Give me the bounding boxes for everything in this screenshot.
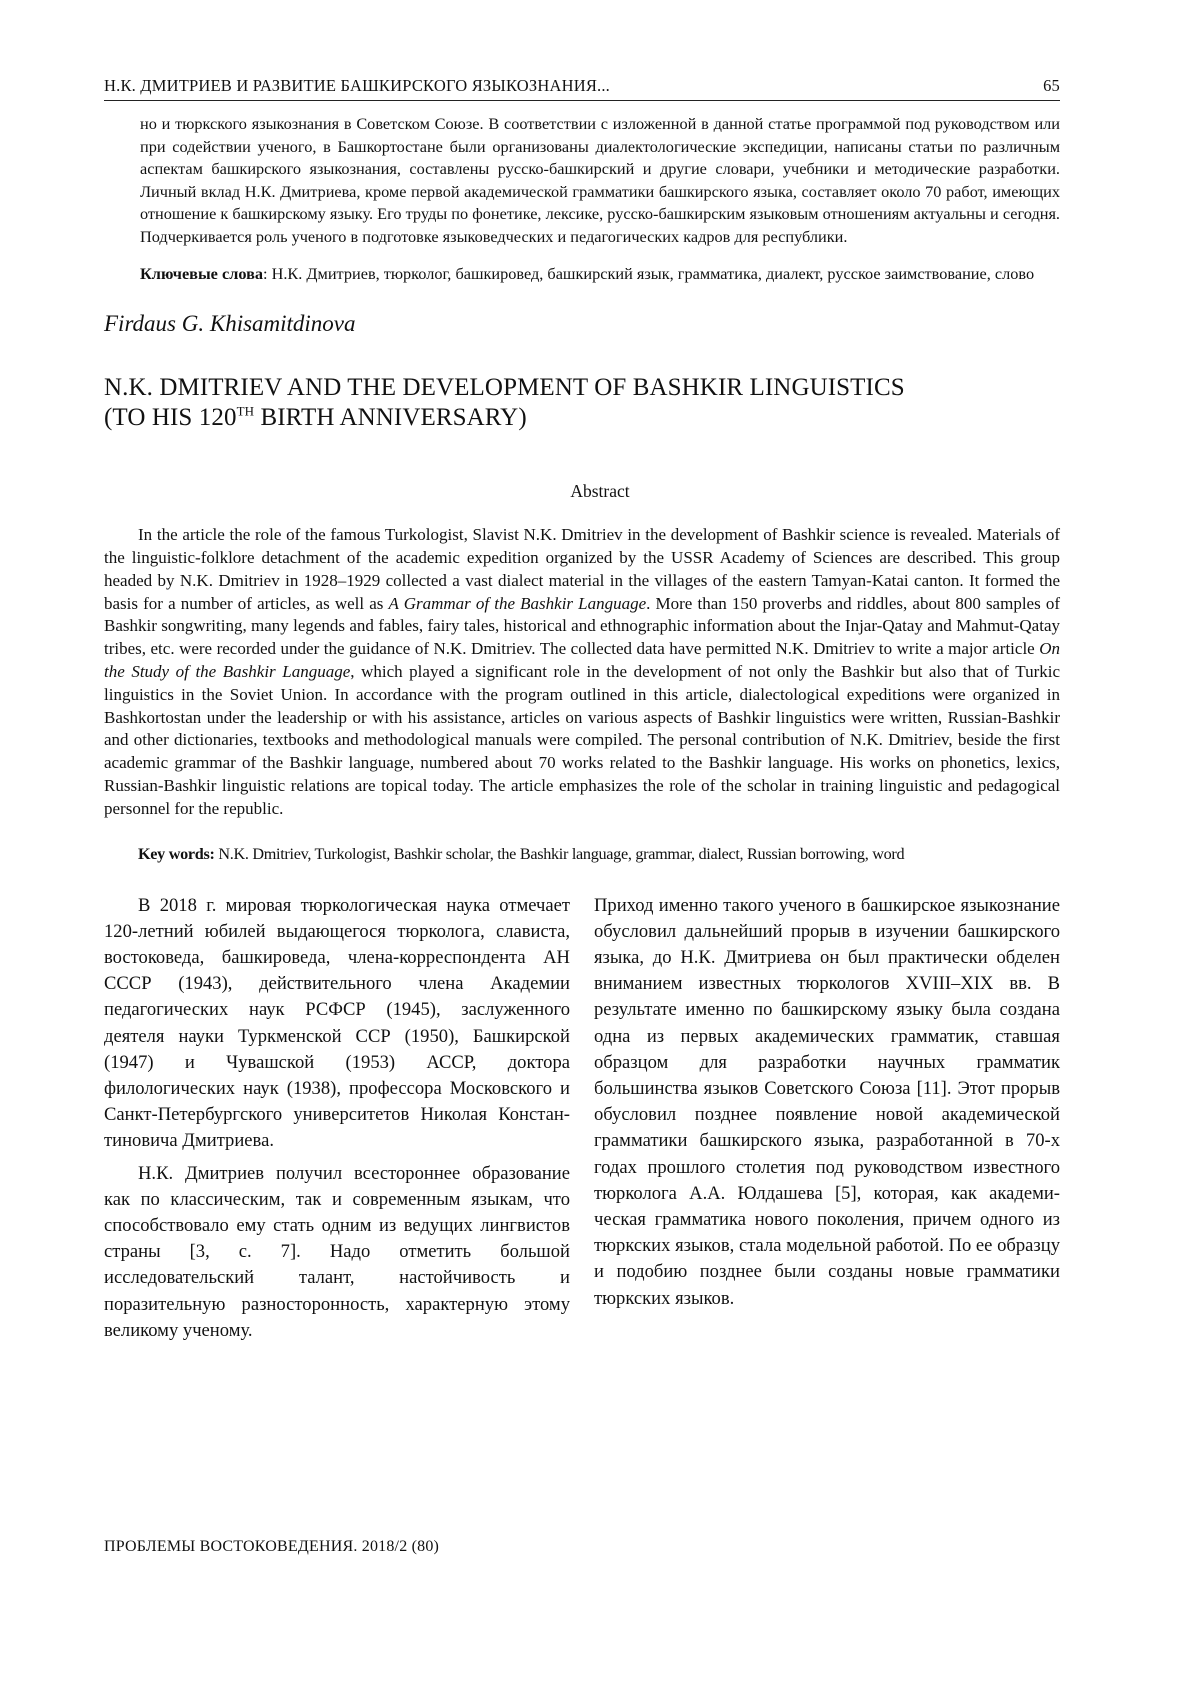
page [104,72,1060,1344]
body-paragraph: Приход именно такого ученого в башкирское языкознание обусловил дальнейший прорыв в изучении башкирского языка, до Н.К. Дмитриева он был практически обделен вниманием известных тюркологов XVIII–XIX вв. В результате именно по башкирскому языку была создана одна из первых академических грамматик, ставшая образцом для разработки научных грамматик большинства языков Советского Союза [11]. Этот прорыв обусловил позднее появление новой академической грамматики башкирского языка, разработанной в 70-х годах прошлого столетия под руководством известного тюрколога А.А. Юлдашева [5], которая, как академическая грамматика нового поколения, причем одного из тюркских языков, стала модельной работой. По ее образцу и подобию позднее были созданы новые грамматики тюркских языков. [594,894,1060,1309]
russian-keywords-text: : Н.К. Дмитриев, тюрколог, башкировед, башкирский язык, грамматика, диалект, русское заимствование, слово [263,263,1035,283]
right-column [594,893,1060,1344]
abstract-heading: Abstract [570,481,630,502]
body-columns [104,893,1060,1344]
running-title: Н.К. ДМИТРИЕВ И РАЗВИТИЕ БАШКИРСКОГО ЯЗЫКОЗНАНИЯ... [104,76,610,95]
english-title-line-1: N.K. DMITRIEV AND THE DEVELOPMENT OF BASHKIR LINGUISTICS [104,374,905,402]
english-abstract-paragraph [104,524,1060,820]
body-paragraph: В 2018 г. мировая тюркологическая наука отмечает 120-летний юбилей выдающегося тюрколога, слависта, востоковеда, башкироведа, члена-корреспондента АН СССР (1943), действительного члена Академии педагогических наук РСФСР (1945), заслуженного деятеля науки Туркменской ССР (1950), Башкирской (1947) и Чувашской (1953) АССР, доктора филологических наук (1938), профессора Московского и Санкт-Петербургского университетов Николая Константиновича Дмитриева. [104,894,570,1152]
english-title-line-2-start: (TO HIS 120 [104,404,237,432]
russian-keywords [104,263,1060,286]
english-author: Firdaus G. Khisamitdinova [104,311,356,337]
russian-keywords-label: Ключевые слова [140,263,263,283]
running-header [104,72,1060,101]
english-keywords-label: Key words: [138,844,215,863]
abstract-italic-title-2: On the Study of the Bashkir Language [104,639,1060,681]
body-paragraph: Н.К. Дмитриев получил всестороннее образование как по классическим, так и современным языкам, что способствовало ему стать одним из ведущих лингвистов страны [3, с. 7]. Надо отметить большой исследовательский талант, настойчивость и поразительную разносторонность, характерную этому великому ученому. [104,1162,570,1341]
abstract-text-2: . More than 150 proverbs and riddles, about 800 samples of Bashkir songwriting, many legends and fables, fairy tales, historical and ethnographic information about the Injar-Qatay and Mahmut-Qatay tribes, etc. were recorded under the guidance of N.K. Dmitriev. The collected data have permitted N.K. Dmitriev to write a major article [104,593,1060,659]
english-keywords-text: N.K. Dmitriev, Turkologist, Bashkir scholar, the Bashkir language, grammar, dialect, Russian borrowing, word [214,844,905,863]
page-number: 65 [1043,76,1060,95]
abstract-text-1: In the article the role of the famous Turkologist, Slavist N.K. Dmitriev in the development of Bashkir science is revealed. Materials of the linguistic-folklore detachment of the academic expedition organized by the USSR Academy of Sciences are described. This group headed by N.K. Dmitriev in 1928–1929 collected a vast dialect material in the villages of the eastern Tamyan-Katai canton. It formed the basis for a number of articles, as well as [104,525,1060,613]
abstract-italic-title-1: A Grammar of the Bashkir Language [388,593,647,613]
journal-footer: ПРОБЛЕМЫ ВОСТОКОВЕДЕНИЯ. 2018/2 (80) [104,1538,440,1555]
english-title-line-2-end: BIRTH ANNIVERSARY) [254,404,527,432]
english-title [104,373,1060,433]
english-title-line-2 [104,403,1060,433]
abstract-text-3: , which played a significant role in the development of not only the Bashkir but also that of Turkic linguistics in the Soviet Union. In accordance with the program outlined in this article, dialectological expeditions were organized in Bashkortostan under the leadership or with his assistance, articles on various aspects of Bashkir linguistics were written, Russian-Bashkir and other dictionaries, textbooks and methodological manuals were compiled. The personal contribution of N.K. Dmitriev, beside the first academic grammar of the Bashkir language, numbered about 70 works related to the Bashkir language. His works on phonetics, lexics, Russian-Bashkir linguistic relations are topical today. The article emphasizes the role of the scholar in training linguistic and pedagogical personnel for the republic. [104,661,1060,818]
english-title-superscript: TH [236,403,255,419]
english-abstract [104,524,1060,820]
english-keywords [104,843,1060,865]
left-column [104,893,570,1344]
russian-abstract-continuation: но и тюркского языкознания в Советском Союзе. В соответствии с изложенной в данной статье программой под руководством или при содействии ученого, в Башкортостане были организованы диалектологические экспедиции, написаны статьи по различным аспектам башкирского языкознания, составлены русско-башкирский и другие словари, учебники и методические разработки. Личный вклад Н.К. Дмитриева, кроме первой академической грамматики башкирского языка, составляет около 70 работ, имеющих отношение к башкирскому языку. Его труды по фонетике, лексике, русско-башкирским языковым отношениям актуальны и сегодня. Подчеркивается роль ученого в подготовке языковедческих и педагогических кадров для республики. [140,114,1060,246]
